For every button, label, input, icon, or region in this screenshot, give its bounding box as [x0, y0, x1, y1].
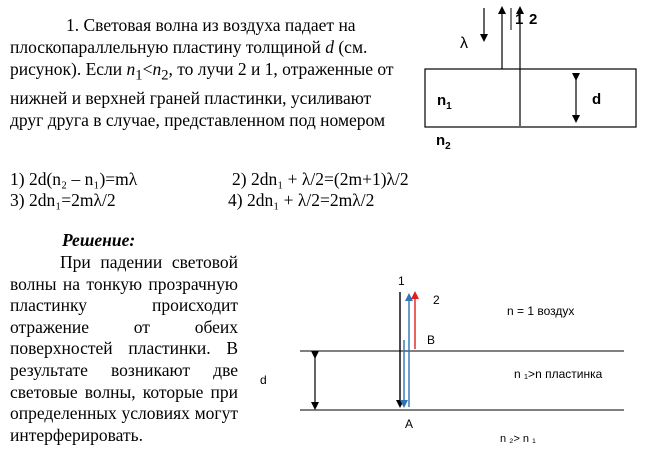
plate-diagram	[425, 8, 636, 152]
ray-2-label: 2	[433, 293, 440, 307]
solution-diagram	[260, 274, 624, 445]
problem-text-3: , то лучи 2 и 1, отраженные от нижней и верхней граней пластинки, усиливают друг друга в случае, представленном под номером	[10, 59, 394, 130]
plate-rectangle	[425, 69, 636, 127]
point-a-label: A	[405, 417, 414, 431]
problem-statement	[10, 14, 402, 131]
ray-1-label: 1	[398, 274, 405, 288]
problem-text-1: Световая волна из воздуха падает на плоскопараллельную пластину толщиной	[10, 15, 356, 57]
n2-subscript: 2	[161, 67, 169, 84]
point-b-label: B	[427, 333, 436, 347]
problem-text-2: (см. рисунок). Если	[10, 37, 368, 79]
answer-option-3: 3) 2dn₁=2mλ/2	[10, 190, 116, 210]
thickness-symbol: d	[325, 37, 334, 57]
ray-2-label: 2	[529, 11, 538, 28]
thickness-label: d	[592, 91, 602, 108]
n1-symbol: n	[126, 59, 136, 79]
ray-1-label: 1	[515, 11, 524, 28]
plate-label: n ₁>n пластинка	[514, 367, 603, 381]
substrate-label: n ₂> n ₁	[500, 433, 536, 445]
lambda-label: λ	[460, 35, 468, 52]
answer-options	[10, 169, 430, 211]
answer-option-2: 2) 2dn₁ + λ/2=(2m+1)λ/2	[232, 169, 409, 189]
solution-paragraph: При падении световой волны на тонкую прозрачную пластинку происходит отражение от обеих поверхностей пластинки. В результате возникают две световые волны, которые при определенных условиях могут интерферировать.	[10, 252, 238, 445]
n2-label: $n_2$	[436, 132, 451, 152]
n1-label: $n_1$	[437, 92, 452, 112]
n2-symbol: n	[152, 59, 162, 79]
answer-row	[10, 190, 430, 211]
air-label: n = 1 воздух	[507, 304, 575, 318]
answer-row	[10, 169, 430, 190]
less-than: <	[142, 59, 153, 79]
solution-text	[10, 252, 238, 446]
answer-option-4: 4) 2dn₁ + λ/2=2mλ/2	[228, 190, 375, 210]
solution-heading: Решение:	[62, 230, 136, 250]
n1-subscript: 1	[135, 67, 143, 84]
answer-option-1: 1) 2d(n₂ – n₁)=mλ	[10, 169, 138, 189]
problem-number: 1.	[66, 15, 80, 35]
thickness-label: d	[260, 373, 267, 387]
